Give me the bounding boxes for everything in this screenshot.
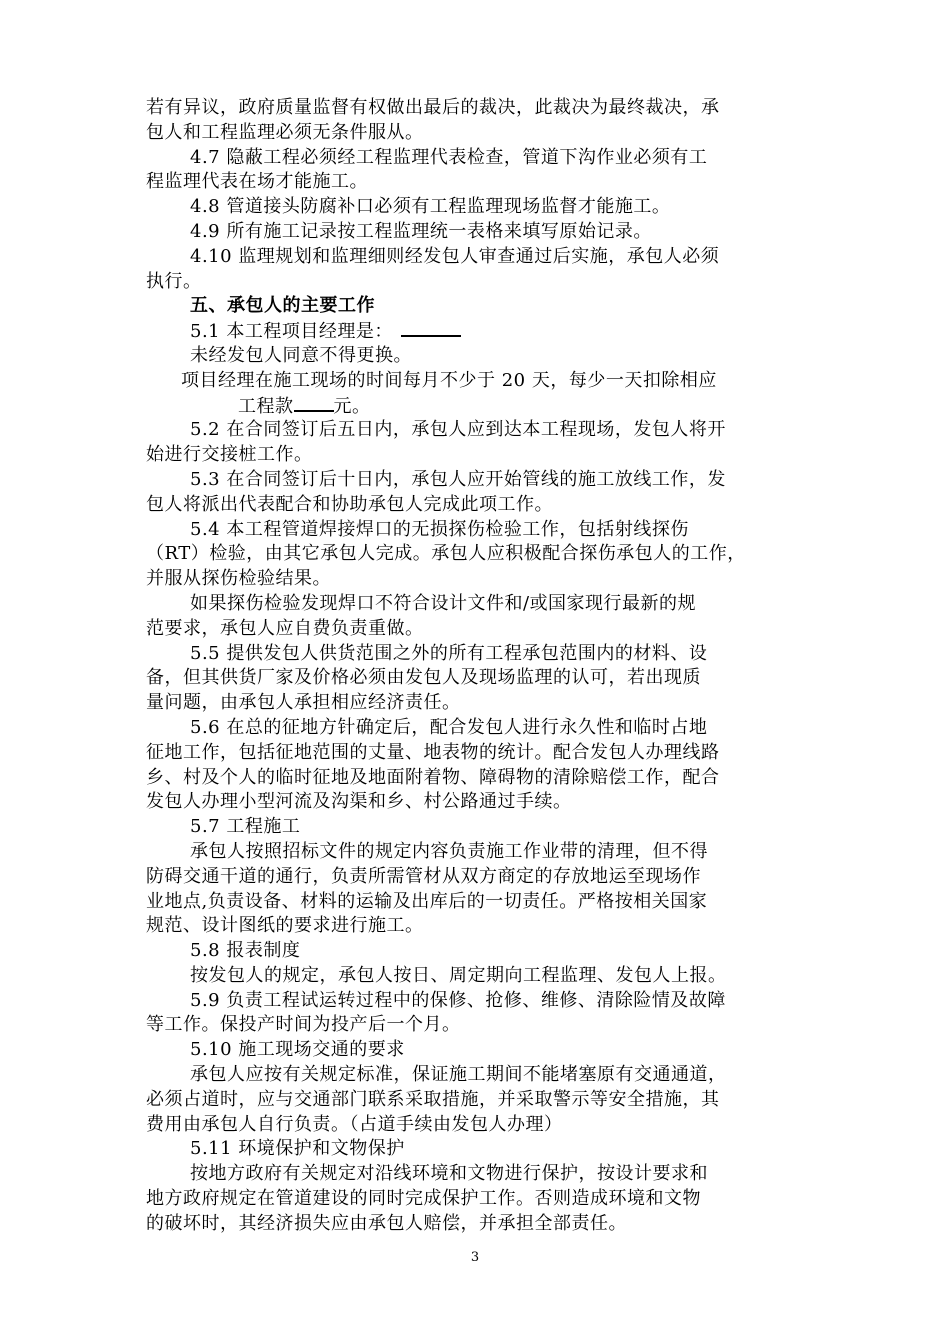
section-heading-5: 五、承包人的主要工作 bbox=[190, 295, 375, 317]
document-body bbox=[146, 96, 826, 1237]
text-line: 征地工作，包括征地范围的丈量、地表物的统计。配合发包人办理线路 bbox=[146, 741, 720, 763]
text-line: 范要求，承包人应自费负责重做。 bbox=[146, 617, 424, 639]
clause-5-1-text: 5.1 本工程项目经理是： bbox=[190, 321, 393, 343]
text-line: 费用由承包人自行负责。（占道手续由发包人办理） bbox=[146, 1113, 563, 1135]
page-number: 3 bbox=[470, 1250, 480, 1265]
deduction-line bbox=[146, 394, 826, 419]
clause-5-3: 5.3 在合同签订后十日内，承包人应开始管线的施工放线工作，发 bbox=[190, 468, 726, 490]
clause-4-10: 4.10 监理规划和监理细则经发包人审查通过后实施，承包人必须 bbox=[190, 245, 720, 267]
clause-5-7: 5.7 工程施工 bbox=[190, 816, 301, 838]
text-line: 未经发包人同意不得更换。 bbox=[190, 344, 412, 366]
text-line: 按地方政府有关规定对沿线环境和文物进行保护，按设计要求和 bbox=[190, 1163, 708, 1185]
deduction-label: 工程款 bbox=[238, 395, 294, 417]
clause-5-9: 5.9 负责工程试运转过程中的保修、抢修、维修、清除险情及故障 bbox=[190, 989, 726, 1011]
text-line: 等工作。保投产时间为投产后一个月。 bbox=[146, 1014, 461, 1036]
text-line: 执行。 bbox=[146, 270, 202, 292]
text-line: 发包人办理小型河流及沟渠和乡、村公路通过手续。 bbox=[146, 791, 572, 813]
clause-5-4: 5.4 本工程管道焊接焊口的无损探伤检验工作，包括射线探伤 bbox=[190, 518, 689, 540]
text-line: 乡、村及个人的临时征地及地面附着物、障碍物的清除赔偿工作，配合 bbox=[146, 766, 720, 788]
text-line: 如果探伤检验发现焊口不符合设计文件和/或国家现行最新的规 bbox=[190, 592, 697, 614]
clause-5-8: 5.8 报表制度 bbox=[190, 940, 301, 962]
clause-4-8: 4.8 管道接头防腐补口必须有工程监理现场监督才能施工。 bbox=[190, 196, 671, 218]
text-line: 地方政府规定在管道建设的同时完成保护工作。否则造成环境和文物 bbox=[146, 1188, 701, 1210]
text-line: 承包人应按有关规定标准，保证施工期间不能堵塞原有交通通道， bbox=[190, 1064, 727, 1086]
text-line: 承包人按照招标文件的规定内容负责施工作业带的清理，但不得 bbox=[190, 840, 708, 862]
text-line: 若有异议，政府质量监督有权做出最后的裁决，此裁决为最终裁决，承 bbox=[146, 97, 720, 118]
text-line: 包人将派出代表配合和协助承包人完成此项工作。 bbox=[146, 493, 553, 515]
text-line: 规范、设计图纸的要求进行施工。 bbox=[146, 915, 424, 937]
clause-5-2: 5.2 在合同签订后五日内，承包人应到达本工程现场，发包人将开 bbox=[190, 419, 726, 441]
text-line: 并服从探伤检验结果。 bbox=[146, 568, 331, 590]
text-line: 备，但其供货厂家及价格必须由发包人及现场监理的认可，若出现质 bbox=[146, 667, 701, 689]
text-line: 项目经理在施工现场的时间每月不少于 20 天，每少一天扣除相应 bbox=[181, 369, 717, 391]
clause-5-1 bbox=[146, 319, 826, 344]
text-line: 业地点,负责设备、材料的运输及出库后的一切责任。严格按相关国家 bbox=[146, 890, 708, 912]
text-line: 包人和工程监理必须无条件服从。 bbox=[146, 121, 424, 143]
text-line: 必须占道时，应与交通部门联系采取措施，并采取警示等安全措施，其 bbox=[146, 1088, 720, 1110]
clause-5-5: 5.5 提供发包人供货范围之外的所有工程承包范围内的材料、设 bbox=[190, 642, 708, 664]
text-line: 的破坏时，其经济损失应由承包人赔偿，并承担全部责任。 bbox=[146, 1212, 627, 1234]
project-manager-blank bbox=[401, 319, 461, 337]
text-line: 程监理代表在场才能施工。 bbox=[146, 171, 368, 193]
clause-4-7: 4.7 隐蔽工程必须经工程监理代表检查，管道下沟作业必须有工 bbox=[190, 146, 708, 168]
clause-5-11: 5.11 环境保护和文物保护 bbox=[190, 1138, 405, 1160]
clause-5-6: 5.6 在总的征地方针确定后，配合发包人进行永久性和临时占地 bbox=[190, 716, 708, 738]
deduction-amount-blank bbox=[294, 394, 334, 412]
text-line: （RT）检验，由其它承包人完成。承包人应积极配合探伤承包人的工作， bbox=[146, 543, 746, 565]
text-line: 始进行交接桩工作。 bbox=[146, 444, 313, 466]
clause-5-10: 5.10 施工现场交通的要求 bbox=[190, 1039, 405, 1061]
text-line: 量问题，由承包人承担相应经济责任。 bbox=[146, 692, 461, 714]
text-line: 防碍交通干道的通行，负责所需管材从双方商定的存放地运至现场作 bbox=[146, 865, 701, 887]
clause-4-9: 4.9 所有施工记录按工程监理统一表格来填写原始记录。 bbox=[190, 220, 652, 242]
text-line: 按发包人的规定，承包人按日、周定期向工程监理、发包人上报。 bbox=[190, 964, 727, 986]
deduction-unit: 元。 bbox=[333, 395, 371, 417]
